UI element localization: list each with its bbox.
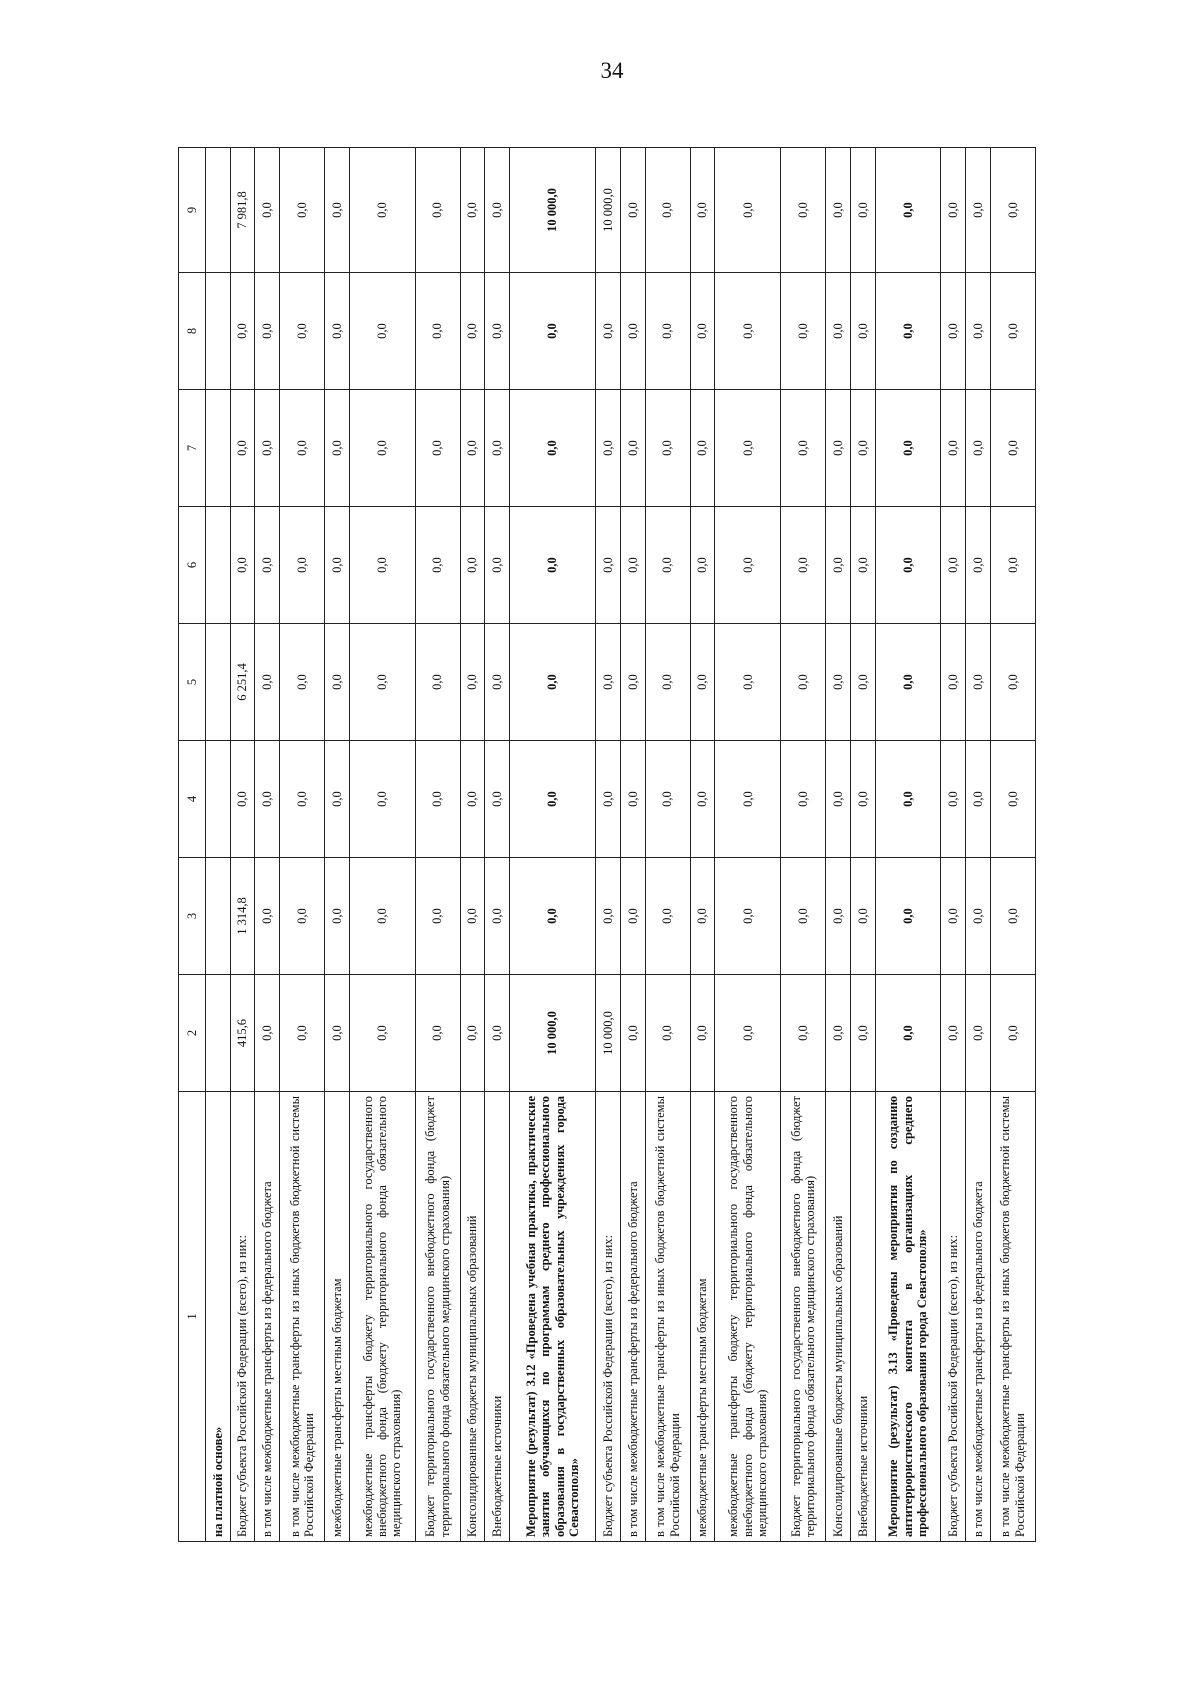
value-cell: 0,0 xyxy=(280,148,325,273)
row-label: в том числе межбюджетные трансферты из иных бюджетов бюджетной системы Российской Федерации xyxy=(280,1092,325,1542)
value-cell xyxy=(206,390,231,507)
value-cell: 0,0 xyxy=(990,507,1035,624)
value-cell: 0,0 xyxy=(255,390,280,507)
value-cell: 0,0 xyxy=(850,148,875,273)
page-number: 34 xyxy=(600,58,624,83)
value-cell: 0,0 xyxy=(990,390,1035,507)
column-number-row xyxy=(179,148,206,1542)
value-cell: 0,0 xyxy=(510,273,596,390)
value-cell: 0,0 xyxy=(781,507,826,624)
value-cell: 0,0 xyxy=(620,741,645,858)
value-cell: 0,0 xyxy=(620,148,645,273)
value-cell: 0,0 xyxy=(826,975,851,1092)
table-row xyxy=(460,148,485,1542)
value-cell: 0,0 xyxy=(781,390,826,507)
row-label: Бюджет субъекта Российской Федерации (всего), из них: xyxy=(230,1092,255,1542)
table-row xyxy=(781,148,826,1542)
value-cell: 0,0 xyxy=(715,858,781,975)
row-label: межбюджетные трансферты местным бюджетам xyxy=(325,1092,350,1542)
rotated-table-wrapper xyxy=(178,148,1036,1542)
value-cell: 0,0 xyxy=(510,858,596,975)
value-cell: 0,0 xyxy=(990,858,1035,975)
value-cell: 0,0 xyxy=(941,858,966,975)
value-cell: 0,0 xyxy=(715,148,781,273)
value-cell: 0,0 xyxy=(715,741,781,858)
value-cell: 0,0 xyxy=(620,390,645,507)
value-cell: 0,0 xyxy=(325,390,350,507)
table-row xyxy=(206,148,231,1542)
value-cell: 0,0 xyxy=(349,624,415,741)
value-cell: 0,0 xyxy=(415,741,460,858)
value-cell xyxy=(206,741,231,858)
value-cell: 0,0 xyxy=(415,624,460,741)
value-cell: 0,0 xyxy=(255,507,280,624)
column-header: 7 xyxy=(179,390,206,507)
value-cell: 7 981,8 xyxy=(230,148,255,273)
value-cell: 0,0 xyxy=(645,507,690,624)
value-cell: 0,0 xyxy=(965,273,990,390)
value-cell: 0,0 xyxy=(781,273,826,390)
value-cell: 0,0 xyxy=(460,507,485,624)
value-cell: 0,0 xyxy=(596,624,621,741)
value-cell: 0,0 xyxy=(255,148,280,273)
value-cell: 0,0 xyxy=(781,624,826,741)
value-cell: 0,0 xyxy=(875,507,941,624)
value-cell: 0,0 xyxy=(690,624,715,741)
table-row xyxy=(990,148,1035,1542)
value-cell: 0,0 xyxy=(255,975,280,1092)
value-cell: 0,0 xyxy=(941,390,966,507)
value-cell: 0,0 xyxy=(325,507,350,624)
value-cell: 0,0 xyxy=(415,507,460,624)
value-cell: 0,0 xyxy=(875,273,941,390)
table-row xyxy=(965,148,990,1542)
value-cell: 0,0 xyxy=(690,858,715,975)
value-cell: 0,0 xyxy=(826,507,851,624)
row-label: Бюджет территориального государственного внебюджетного фонда (бюджет территориального фонда обязательного медицинского страхования) xyxy=(415,1092,460,1542)
table-row xyxy=(645,148,690,1542)
value-cell: 0,0 xyxy=(485,273,510,390)
value-cell xyxy=(206,975,231,1092)
value-cell: 0,0 xyxy=(485,390,510,507)
value-cell: 0,0 xyxy=(850,273,875,390)
value-cell: 0,0 xyxy=(415,858,460,975)
value-cell: 0,0 xyxy=(485,741,510,858)
value-cell: 0,0 xyxy=(280,858,325,975)
value-cell: 0,0 xyxy=(875,390,941,507)
value-cell: 0,0 xyxy=(850,858,875,975)
value-cell: 0,0 xyxy=(280,390,325,507)
value-cell: 0,0 xyxy=(941,624,966,741)
value-cell: 0,0 xyxy=(875,975,941,1092)
value-cell: 6 251,4 xyxy=(230,624,255,741)
value-cell: 0,0 xyxy=(280,507,325,624)
value-cell: 0,0 xyxy=(826,148,851,273)
value-cell: 0,0 xyxy=(415,273,460,390)
row-label: в том числе межбюджетные трансферты из федерального бюджета xyxy=(965,1092,990,1542)
value-cell: 0,0 xyxy=(325,273,350,390)
value-cell: 1 314,8 xyxy=(230,858,255,975)
column-header: 8 xyxy=(179,273,206,390)
value-cell: 0,0 xyxy=(875,741,941,858)
value-cell: 0,0 xyxy=(826,741,851,858)
table-row xyxy=(325,148,350,1542)
value-cell: 0,0 xyxy=(349,975,415,1092)
table-row xyxy=(485,148,510,1542)
column-header: 3 xyxy=(179,858,206,975)
value-cell: 0,0 xyxy=(941,975,966,1092)
table-row xyxy=(255,148,280,1542)
value-cell: 0,0 xyxy=(690,390,715,507)
value-cell: 0,0 xyxy=(645,624,690,741)
table-row xyxy=(230,148,255,1542)
value-cell: 0,0 xyxy=(645,148,690,273)
value-cell: 0,0 xyxy=(460,741,485,858)
table-row xyxy=(826,148,851,1542)
row-label: Консолидированные бюджеты муниципальных образований xyxy=(826,1092,851,1542)
value-cell: 0,0 xyxy=(965,390,990,507)
value-cell: 0,0 xyxy=(460,975,485,1092)
row-label: межбюджетные трансферты бюджету территориального государственного внебюджетного фонда (бюджету территориального фонда обязательного медицинского страхования) xyxy=(715,1092,781,1542)
value-cell: 0,0 xyxy=(460,858,485,975)
table-body xyxy=(206,148,1036,1542)
table-row xyxy=(690,148,715,1542)
value-cell: 10 000,0 xyxy=(510,975,596,1092)
value-cell: 0,0 xyxy=(325,624,350,741)
value-cell: 0,0 xyxy=(620,624,645,741)
value-cell: 0,0 xyxy=(941,741,966,858)
value-cell: 0,0 xyxy=(510,507,596,624)
value-cell: 0,0 xyxy=(781,975,826,1092)
value-cell: 0,0 xyxy=(941,148,966,273)
value-cell: 0,0 xyxy=(826,390,851,507)
column-header: 6 xyxy=(179,507,206,624)
table-row xyxy=(280,148,325,1542)
value-cell: 0,0 xyxy=(781,741,826,858)
value-cell: 0,0 xyxy=(645,975,690,1092)
value-cell: 0,0 xyxy=(690,148,715,273)
value-cell: 0,0 xyxy=(230,741,255,858)
value-cell: 0,0 xyxy=(826,273,851,390)
value-cell: 0,0 xyxy=(596,507,621,624)
value-cell: 0,0 xyxy=(280,741,325,858)
value-cell: 0,0 xyxy=(715,975,781,1092)
value-cell: 0,0 xyxy=(510,390,596,507)
value-cell: 0,0 xyxy=(230,507,255,624)
value-cell: 0,0 xyxy=(349,741,415,858)
value-cell: 0,0 xyxy=(415,975,460,1092)
value-cell: 0,0 xyxy=(965,858,990,975)
value-cell: 0,0 xyxy=(596,741,621,858)
value-cell xyxy=(206,624,231,741)
row-label: Консолидированные бюджеты муниципальных образований xyxy=(460,1092,485,1542)
value-cell: 0,0 xyxy=(255,741,280,858)
value-cell: 0,0 xyxy=(990,624,1035,741)
value-cell: 0,0 xyxy=(596,390,621,507)
value-cell: 0,0 xyxy=(690,975,715,1092)
row-label: в том числе межбюджетные трансферты из иных бюджетов бюджетной системы Российской Федерации xyxy=(990,1092,1035,1542)
value-cell: 0,0 xyxy=(485,507,510,624)
value-cell: 0,0 xyxy=(280,975,325,1092)
row-label: межбюджетные трансферты местным бюджетам xyxy=(690,1092,715,1542)
value-cell: 0,0 xyxy=(620,507,645,624)
value-cell: 0,0 xyxy=(485,858,510,975)
value-cell: 0,0 xyxy=(941,273,966,390)
value-cell: 0,0 xyxy=(230,273,255,390)
value-cell: 0,0 xyxy=(596,858,621,975)
row-label: межбюджетные трансферты бюджету территориального государственного внебюджетного фонда (бюджету территориального фонда обязательного медицинского страхования) xyxy=(349,1092,415,1542)
value-cell: 0,0 xyxy=(596,273,621,390)
value-cell: 0,0 xyxy=(781,148,826,273)
value-cell xyxy=(206,507,231,624)
value-cell: 0,0 xyxy=(349,507,415,624)
column-header: 9 xyxy=(179,148,206,273)
value-cell: 0,0 xyxy=(415,390,460,507)
value-cell: 0,0 xyxy=(510,741,596,858)
column-header: 1 xyxy=(179,1092,206,1542)
value-cell: 0,0 xyxy=(965,741,990,858)
value-cell: 0,0 xyxy=(255,624,280,741)
value-cell: 10 000,0 xyxy=(596,975,621,1092)
value-cell: 0,0 xyxy=(850,624,875,741)
value-cell: 0,0 xyxy=(850,507,875,624)
row-label: в том числе межбюджетные трансферты из федерального бюджета xyxy=(255,1092,280,1542)
value-cell: 0,0 xyxy=(349,390,415,507)
value-cell: 0,0 xyxy=(485,975,510,1092)
value-cell: 0,0 xyxy=(850,390,875,507)
value-cell: 0,0 xyxy=(781,858,826,975)
value-cell: 0,0 xyxy=(941,507,966,624)
table-row xyxy=(941,148,966,1542)
table-row xyxy=(620,148,645,1542)
row-label: Мероприятие (результат) 3.12 «Проведена учебная практика, практические занятия обучающихся по программам среднего профессионального образования в государственных образовательных учреждениях города Севастополя» xyxy=(510,1092,596,1542)
value-cell xyxy=(206,858,231,975)
value-cell: 0,0 xyxy=(850,975,875,1092)
row-label: Бюджет территориального государственного внебюджетного фонда (бюджет территориального фонда обязательного медицинского страхования) xyxy=(781,1092,826,1542)
budget-table xyxy=(178,147,1036,1542)
value-cell: 0,0 xyxy=(690,741,715,858)
value-cell: 0,0 xyxy=(349,273,415,390)
value-cell: 0,0 xyxy=(715,390,781,507)
value-cell: 415,6 xyxy=(230,975,255,1092)
value-cell: 0,0 xyxy=(349,148,415,273)
value-cell: 0,0 xyxy=(875,858,941,975)
row-label: Внебюджетные источники xyxy=(850,1092,875,1542)
table-row xyxy=(596,148,621,1542)
value-cell: 0,0 xyxy=(485,148,510,273)
table-row xyxy=(415,148,460,1542)
value-cell xyxy=(206,273,231,390)
value-cell: 0,0 xyxy=(460,273,485,390)
table-row xyxy=(850,148,875,1542)
value-cell: 10 000,0 xyxy=(510,148,596,273)
value-cell: 0,0 xyxy=(715,273,781,390)
value-cell: 0,0 xyxy=(415,148,460,273)
value-cell: 0,0 xyxy=(645,741,690,858)
value-cell: 0,0 xyxy=(965,624,990,741)
value-cell: 0,0 xyxy=(325,975,350,1092)
value-cell: 0,0 xyxy=(325,148,350,273)
row-label: Бюджет субъекта Российской Федерации (всего), из них: xyxy=(941,1092,966,1542)
row-label: Внебюджетные источники xyxy=(485,1092,510,1542)
value-cell: 0,0 xyxy=(645,390,690,507)
value-cell: 0,0 xyxy=(990,148,1035,273)
value-cell: 0,0 xyxy=(620,858,645,975)
value-cell: 0,0 xyxy=(715,507,781,624)
value-cell: 0,0 xyxy=(990,273,1035,390)
row-label: в том числе межбюджетные трансферты из иных бюджетов бюджетной системы Российской Федерации xyxy=(645,1092,690,1542)
value-cell: 0,0 xyxy=(990,741,1035,858)
table-row xyxy=(715,148,781,1542)
value-cell: 0,0 xyxy=(485,624,510,741)
value-cell: 0,0 xyxy=(690,273,715,390)
row-label: Бюджет субъекта Российской Федерации (всего), из них: xyxy=(596,1092,621,1542)
column-header: 5 xyxy=(179,624,206,741)
value-cell: 0,0 xyxy=(690,507,715,624)
value-cell: 0,0 xyxy=(460,390,485,507)
value-cell: 0,0 xyxy=(875,624,941,741)
value-cell: 0,0 xyxy=(255,858,280,975)
value-cell xyxy=(206,148,231,273)
row-label: на платной основе» xyxy=(206,1092,231,1542)
table-row xyxy=(510,148,596,1542)
value-cell: 0,0 xyxy=(349,858,415,975)
value-cell: 0,0 xyxy=(325,741,350,858)
value-cell: 10 000,0 xyxy=(596,148,621,273)
value-cell: 0,0 xyxy=(280,624,325,741)
value-cell: 0,0 xyxy=(715,624,781,741)
column-header: 4 xyxy=(179,741,206,858)
value-cell: 0,0 xyxy=(990,975,1035,1092)
table-row xyxy=(875,148,941,1542)
value-cell: 0,0 xyxy=(965,148,990,273)
value-cell: 0,0 xyxy=(325,858,350,975)
value-cell: 0,0 xyxy=(230,390,255,507)
value-cell: 0,0 xyxy=(645,273,690,390)
row-label: Мероприятие (результат) 3.13 «Проведены мероприятия по созданию антитеррористического контента в организациях среднего профессионального образования города Севастополя» xyxy=(875,1092,941,1542)
value-cell: 0,0 xyxy=(875,148,941,273)
value-cell: 0,0 xyxy=(645,858,690,975)
value-cell: 0,0 xyxy=(620,273,645,390)
value-cell: 0,0 xyxy=(280,273,325,390)
value-cell: 0,0 xyxy=(850,741,875,858)
column-header: 2 xyxy=(179,975,206,1092)
row-label: в том числе межбюджетные трансферты из федерального бюджета xyxy=(620,1092,645,1542)
value-cell: 0,0 xyxy=(826,624,851,741)
value-cell: 0,0 xyxy=(510,624,596,741)
value-cell: 0,0 xyxy=(826,858,851,975)
value-cell: 0,0 xyxy=(965,975,990,1092)
value-cell: 0,0 xyxy=(620,975,645,1092)
value-cell: 0,0 xyxy=(460,624,485,741)
value-cell: 0,0 xyxy=(255,273,280,390)
table-row xyxy=(349,148,415,1542)
value-cell: 0,0 xyxy=(965,507,990,624)
value-cell: 0,0 xyxy=(460,148,485,273)
